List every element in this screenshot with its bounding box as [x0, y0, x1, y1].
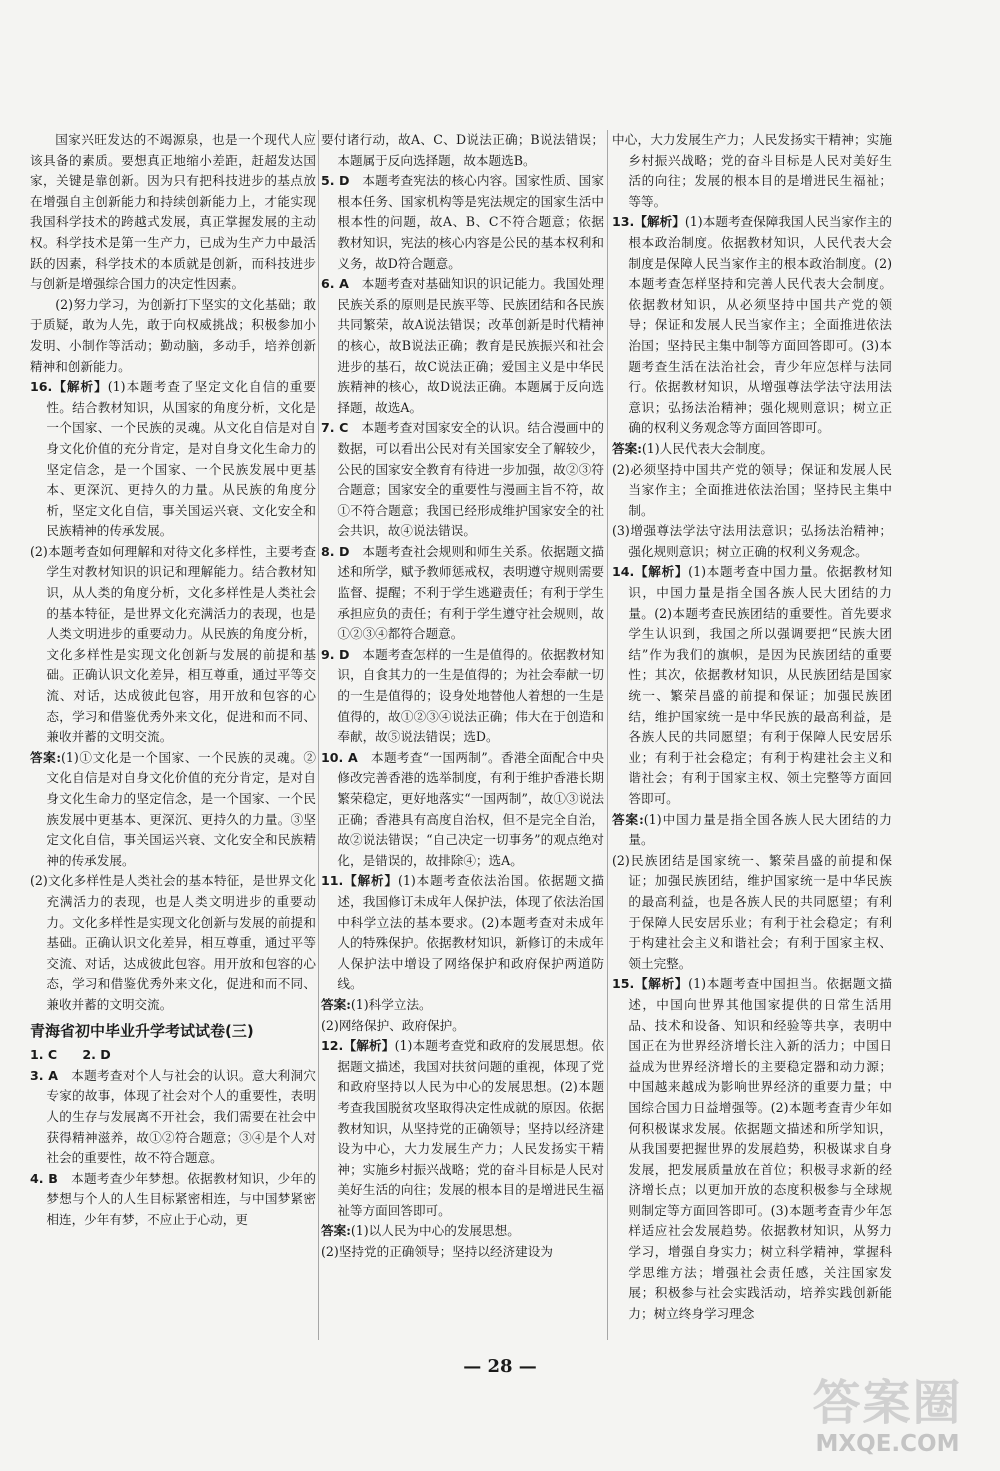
watermark-logo	[785, 1375, 990, 1465]
question-number: 12.	[321, 1038, 344, 1054]
question-number: 15.	[612, 976, 635, 992]
question-number: 3. A	[30, 1067, 58, 1083]
answer-text: (1)人民代表大会制度。	[641, 440, 774, 456]
column-right	[612, 130, 892, 1345]
question-text: 本题考查怎样的一生是值得的。依据教材知识，自食其力的一生是值得的；为社会奉献一切的一生是值得的；设身处地替他人着想的一生是值得的，故①②③④说法正确；伟大在于创造和奉献，故⑤说法错误；选D。	[337, 646, 604, 745]
question-number: 4. B	[30, 1170, 58, 1186]
question-text: (1)本题考查依法治国。依据题文描述，我国修订未成年人保护法，体现了依法治国中科学立法的基本要求。(2)本题考查对未成年人的特殊保护。依据教材知识，新修订的未成年人保护法中增设了网络保护和政府保护两道防线。	[337, 873, 604, 992]
answer-block	[321, 1242, 604, 1263]
question-11	[321, 871, 604, 995]
question-9	[321, 645, 604, 748]
question-number: 5. D	[321, 173, 350, 189]
answer-label: 答案:	[321, 996, 351, 1012]
question-12-cont	[612, 130, 892, 212]
question-text: 本题考查对国家安全的认识。结合漫画中的数据，可以看出公民对有关国家安全了解较少，公民的国家安全教育有待进一步加强，故②③符合题意；国家安全的重要性与漫画主旨不符，故①不符合题意；我国已经形成维护国家安全的社会共识，故④说法错误。	[337, 420, 604, 539]
question-text: (1)本题考查中国担当。依据题文描述，中国向世界其他国家提供的日常生活用品、技术和设备、知识和经验等共享，表明中国正在为世界经济增长注入新的活力；中国日益成为世界经济增长的主要稳定器和动力源；中国越来越成为影响世界经济的重要力量；中国综合国力日益增强等。(2)本题考查青少年如何积极谋求发展。依据题文描述和所学知识，从我国要把握世界的发展趋势，积极谋求自身发展，把发展质量放在首位；积极寻求新的经济增长点；以更加开放的态度积极参与全球规则制定等方面回答即可。(3)本题考查青少年怎样适应社会发展趋势。依据教材知识，从努力学习，增强自身实力；树立科学精神，掌握科学思维方法；增强社会责任感，关注国家发展；积极参与社会实践活动，培养实践创新能力；树立终身学习理念	[628, 976, 892, 1321]
answer-label: 答案:	[612, 440, 642, 456]
analysis-tag: 【解析】	[343, 1038, 395, 1054]
answer-text: (2)民族团结是国家统一、繁荣昌盛的前提和保证；加强民族团结，维护国家统一是中华民族的最高利益，也是各族人民的共同愿望；有利于保障人民安居乐业；有利于社会稳定；有利于构建社会主义和谐社会；有利于国家主权、领土完整。	[612, 852, 892, 971]
question-number: 7. C	[321, 420, 349, 436]
answer-text: (2)必须坚持中国共产党的领导；保证和发展人民当家作主；全面推进依法治国；坚持民主集中制。	[612, 461, 892, 518]
question-10	[321, 748, 604, 872]
text-paragraph: (2)努力学习，为创新打下坚实的文化基础；敢于质疑，敢为人先，敢于向权威挑战；积极参加小发明、小制作等活动；勤动脑，多动手，培养创新精神和创新能力。	[30, 296, 316, 374]
question-5	[321, 171, 604, 274]
answer-block	[612, 810, 892, 851]
answer-block	[612, 460, 892, 522]
answer-text: (1)①文化是一个国家、一个民族的灵魂。②文化自信是对自身文化价值的充分肯定，是对自身文化生命力的坚定信念，是一个国家、一个民族发展中更基本、更深沉、更持久的力量。③坚定文化自信，事关国运兴衰、文化安全和民族精神的传承发展。	[46, 749, 316, 868]
answer-label: 答案:	[612, 811, 644, 827]
watermark-url: MXQE.COM	[815, 1431, 960, 1457]
question-14	[612, 562, 892, 809]
answer-block	[30, 871, 316, 1015]
question-3	[30, 1066, 316, 1169]
column-divider	[607, 130, 608, 1340]
question-text: 要付诸行动，故A、C、D说法正确；B说法错误；本题属于反向选择题，故本题选B。	[321, 132, 604, 168]
column-divider	[318, 130, 319, 1340]
answer-block	[321, 1016, 604, 1037]
answer-block	[612, 521, 892, 562]
analysis-tag: 【解析】	[343, 873, 398, 889]
answer-text: (2)坚持党的正确领导；坚持以经济建设为	[321, 1244, 553, 1260]
analysis-tag: 【解析】	[52, 379, 108, 395]
answer-text: (1)以人民为中心的发展思想。	[350, 1223, 520, 1239]
answer-block	[612, 439, 892, 460]
watermark-text: 答案圈	[812, 1375, 963, 1431]
question-13	[612, 212, 892, 439]
column-left	[30, 130, 316, 1345]
question-text: 本题考查宪法的核心内容。国家性质、国家根本任务、国家机构等是宪法规定的国家生活中根本性的问题，故A、B、C不符合题意；依据教材知识，宪法的核心内容是公民的基本权利和义务，故D符合题意。	[337, 173, 604, 271]
question-1-2: 1. C 2. D	[30, 1047, 111, 1063]
question-number: 10. A	[321, 749, 358, 765]
question-text: (2)本题考查如何理解和对待文化多样性，主要考查学生对教材知识的识记和理解能力。结合教材知识，从人类的角度分析，文化多样性是人类社会的基本特征，是世界文化充满活力的表现，也是人类文明进步的重要动力。从民族的角度分析，文化多样性是实现文化创新与发展的前提和基础。正确认识文化差异，相互尊重，通过平等交流、对话，达成彼此包容，用开放和包容的心态，学习和借鉴优秀外来文化，促进和而不同、兼收并蓄的文明交流。	[30, 543, 316, 745]
column-middle	[321, 130, 604, 1345]
analysis-tag: 【解析】	[634, 976, 689, 992]
analysis-tag: 【解析】	[634, 214, 685, 230]
text-paragraph: 国家兴旺发达的不竭源泉，也是一个现代人应该具备的素质。要想真正地缩小差距，赶超发达国家，关键是靠创新。因为只有把科技进步的基点放在增强自主创新能力和持续创新能力上，才能实现我国科学技术的跨越式发展，真正掌握发展的主动权。科学技术是第一生产力，已成为生产力中最活跃的因素，科学技术的本质就是创新，而科技进步与创新是增强综合国力的决定性因素。	[30, 132, 316, 292]
question-number: 16.	[30, 379, 53, 395]
question-number: 14.	[612, 564, 635, 580]
question-12	[321, 1036, 604, 1221]
answer-text: (1)科学立法。	[350, 996, 432, 1012]
answer-block	[321, 1221, 604, 1242]
question-text: 本题考查社会规则和师生关系。依据题文描述和所学，赋予教师惩戒权，表明遵守规则需要监督、提醒；不利于学生逃避责任；有利于学生承担应负的责任；有利于学生遵守社会规则，故①②③④都符合题意。	[337, 543, 604, 642]
section-title: 青海省初中毕业升学考试试卷(三)	[30, 1021, 254, 1040]
question-text: (1)本题考查了坚定文化自信的重要性。结合教材知识，从国家的角度分析，文化是一个国家、一个民族的灵魂。从文化自信是对自身文化价值的充分肯定，是对自身文化生命力的坚定信念，是一个国家、一个民族发展中更基本、更深沉、更持久的力量。从民族的角度分析，坚定文化自信，事关国运兴衰、文化安全和民族精神的传承发展。	[46, 379, 316, 539]
answer-block	[612, 851, 892, 975]
question-number: 13.	[612, 214, 635, 230]
question-text: 本题考查对个人与社会的认识。意大利洞穴专家的故事，体现了社会对个人的重要性，表明人的生存与发展离不开社会，我们需要在社会中获得精神滋养，故①②符合题意；③④是个人对社会的重要性，故不符合题意。	[46, 1067, 316, 1166]
question-6	[321, 274, 604, 418]
question-text: (1)本题考查中国力量。依据教材知识，中国力量是指全国各族人民大团结的力量。(2)本题考查民族团结的重要性。首先要求学生认识到，我国之所以强调要把“民族大团结”作为我们的旗帜，是因为民族团结的重要性；其次，依据教材知识，从民族团结是国家统一、繁荣昌盛的前提和保证；加强民族团结，维护国家统一是中华民族的最高利益，是各族人民的共同愿望；有利于保障人民安居乐业；有利于社会稳定；有利于构建社会主义和谐社会；有利于国家主权、领土完整等方面回答即可。	[628, 564, 892, 806]
question-number: 6. A	[321, 276, 349, 292]
answer-block	[321, 995, 604, 1016]
page-number: — 28 —	[463, 1356, 537, 1377]
answer-label: 答案:	[30, 749, 61, 765]
answer-text: (2)文化多样性是人类社会的基本特征，是世界文化充满活力的表现，也是人类文明进步的重要动力。文化多样性是实现文化创新与发展的前提和基础。正确认识文化差异，相互尊重，通过平等交流、对话，达成彼此包容。用开放和包容的心态，学习和借鉴优秀外来文化，促进和而不同、兼收并蓄的文明交流。	[30, 873, 316, 1012]
question-15	[612, 974, 892, 1324]
answer-text: 中心，大力发展生产力；人民发扬实干精神；实施乡村振兴战略；党的奋斗目标是人民对美好生活的向往；发展的根本目的是增进民生福祉；等等。	[612, 132, 892, 209]
question-8	[321, 542, 604, 645]
question-number: 9. D	[321, 646, 350, 662]
analysis-tag: 【解析】	[634, 564, 689, 580]
question-number: 11.	[321, 873, 344, 889]
question-text: 本题考查“一国两制”。香港全面配合中央修改完善香港的选举制度，有利于维护香港长期繁荣稳定，更好地落实“一国两制”，故①③说法正确；香港具有高度自治权，但不是完全自治，故②说法错误；“自己决定一切事务”的观点绝对化，是错误的，故排除④；选A。	[337, 749, 604, 868]
question-text: (1)本题考查保障我国人民当家作主的根本政治制度。依据教材知识，人民代表大会制度是保障人民当家作主的根本政治制度。(2)本题考查怎样坚持和完善人民代表大会制度。依据教材知识，从必须坚持中国共产党的领导；保证和发展人民当家作主；全面推进依法治国；坚持民主集中制等方面回答即可。(3)本题考查生活在法治社会，青少年应怎样与法同行。依据教材知识，从增强尊法学法守法用法意识；弘扬法治精神；强化规则意识；树立正确的权利义务观念等方面回答即可。	[628, 214, 892, 436]
question-16	[30, 377, 316, 542]
answer-text: (3)增强尊法学法守法用法意识；弘扬法治精神；强化规则意识；树立正确的权利义务观念。	[612, 523, 892, 559]
question-number: 8. D	[321, 543, 350, 559]
answer-block	[30, 748, 316, 872]
question-text: 本题考查对基础知识的识记能力。我国处理民族关系的原则是民族平等、民族团结和各民族共同繁荣，故A说法错误；改革创新是时代精神的核心，故B说法正确；教育是民族振兴和社会进步的基石，故C说法正确；爱国主义是中华民族精神的核心，故D说法正确。本题属于反向选择题，故选A。	[337, 276, 604, 415]
question-text: 本题考查少年梦想。依据教材知识，少年的梦想与个人的人生目标紧密相连，与中国梦紧密相连，少年有梦，不应止于心动，更	[46, 1170, 316, 1227]
question-text: (1)本题考查党和政府的发展思想。依据题文描述，我国对扶贫问题的重视，体现了党和政府坚持以人民为中心的发展思想。(2)本题考查我国脱贫攻坚取得决定性成就的原因。依据教材知识，从坚持党的正确领导；坚持以经济建设为中心，大力发展生产力；人民发扬实干精神；实施乡村振兴战略；党的奋斗目标是人民对美好生活的向往；发展的根本目的是增进民生福祉等方面回答即可。	[337, 1038, 604, 1218]
question-16-part2	[30, 542, 316, 748]
question-4	[30, 1169, 316, 1231]
answer-label: 答案:	[321, 1223, 351, 1239]
answer-text: (1)中国力量是指全国各族人民大团结的力量。	[628, 811, 892, 848]
question-7	[321, 418, 604, 542]
answer-text: (2)网络保护、政府保护。	[321, 1017, 465, 1033]
question-4-cont	[321, 130, 604, 171]
